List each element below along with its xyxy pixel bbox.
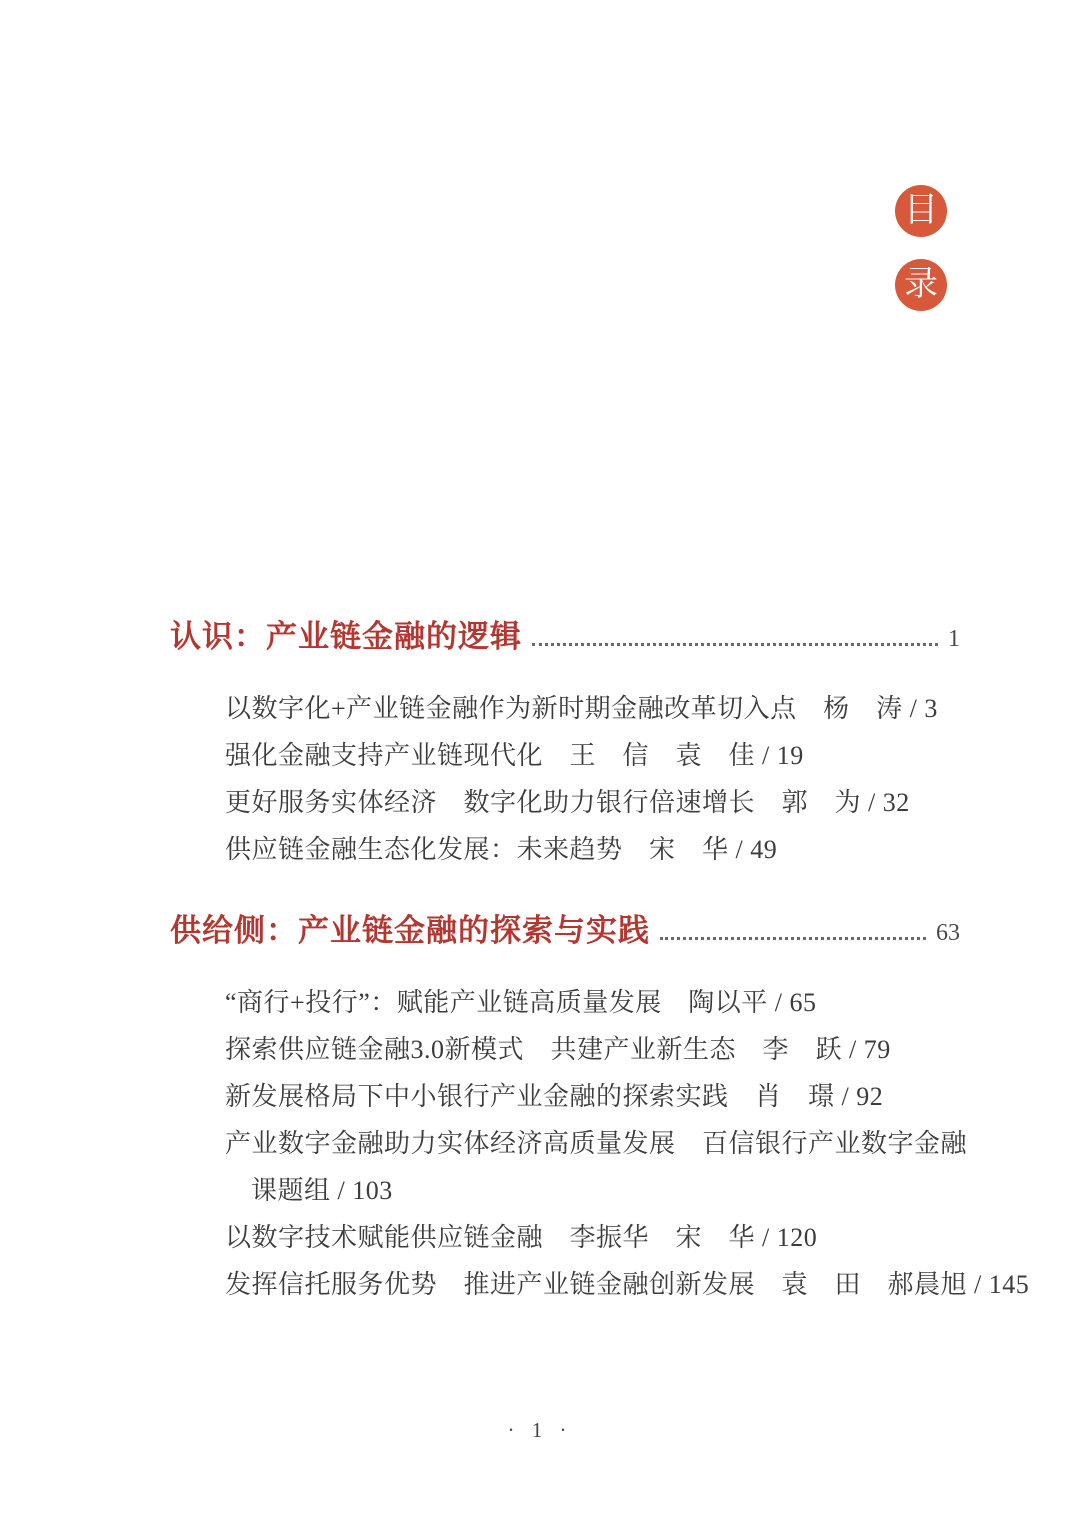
toc-entry: 课题组 / 103 xyxy=(251,1176,393,1205)
entry-list xyxy=(170,685,960,873)
section-heading-row xyxy=(170,615,960,659)
toc-entry: 新发展格局下中小银行产业金融的探索实践 肖 璟 / 92 xyxy=(225,1082,884,1111)
toc-entry: 供应链金融生态化发展：未来趋势 宋 华 / 49 xyxy=(225,835,778,864)
toc-badge-char-lu: 录 xyxy=(895,259,947,311)
section-page-number: 63 xyxy=(936,920,960,946)
toc-section xyxy=(170,909,1030,1308)
section-heading-row xyxy=(170,909,960,953)
section-title: 供给侧：产业链金融的探索与实践 xyxy=(170,913,650,948)
toc-title-badge xyxy=(895,185,947,311)
toc-entry: 强化金融支持产业链现代化 王 信 袁 佳 / 19 xyxy=(225,741,804,770)
toc-entry: “商行+投行”：赋能产业链高质量发展 陶以平 / 65 xyxy=(225,988,817,1017)
toc-entry: 更好服务实体经济 数字化助力银行倍速增长 郭 为 / 32 xyxy=(225,788,910,817)
footer-page-number: · 1 · xyxy=(507,1418,573,1442)
entry-list xyxy=(170,979,1030,1308)
section-title: 认识：产业链金融的逻辑 xyxy=(170,619,522,654)
toc-entry: 发挥信托服务优势 推进产业链金融创新发展 袁 田 郝晨旭 / 145 xyxy=(225,1270,1030,1299)
dot-leader xyxy=(660,937,926,940)
toc-section xyxy=(170,615,960,873)
toc-content xyxy=(170,615,1030,1308)
toc-badge-char-mu: 目 xyxy=(895,185,947,237)
section-page-number: 1 xyxy=(948,626,960,652)
toc-entry: 以数字技术赋能供应链金融 李振华 宋 华 / 120 xyxy=(225,1223,818,1252)
toc-entry: 产业数字金融助力实体经济高质量发展 百信银行产业数字金融 xyxy=(225,1129,968,1158)
toc-entry: 探索供应链金融3.0新模式 共建产业新生态 李 跃 / 79 xyxy=(225,1035,891,1064)
toc-entry: 以数字化+产业链金融作为新时期金融改革切入点 杨 涛 / 3 xyxy=(225,694,938,723)
dot-leader xyxy=(532,643,938,646)
